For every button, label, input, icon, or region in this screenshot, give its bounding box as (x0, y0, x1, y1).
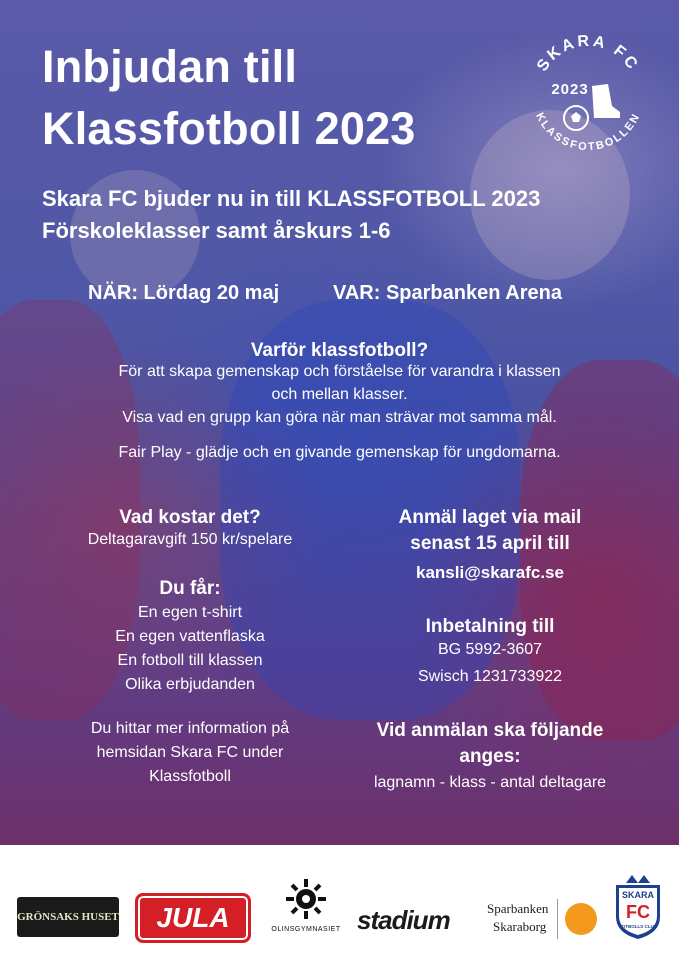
info-line3: Klassfotboll (149, 768, 231, 785)
why-line4: Fair Play - glädje och en givande gemenskap för ungdomarna. (118, 444, 561, 461)
cost-text: Deltagaravgift 150 kr/spelare (87, 531, 293, 548)
jula-text: JULA (156, 902, 230, 933)
subtitle-line1: Skara FC bjuder nu in till KLASSFOTBOLL 2023 (42, 186, 541, 211)
subtitle-line2: Förskoleklasser samt årskurs 1-6 (42, 218, 391, 243)
sparbanken-logo (487, 899, 599, 939)
sparbanken-text-2: Skaraborg (493, 919, 547, 934)
details-line2: anges: (459, 746, 521, 767)
olinsgymnasiet-text: OLINSGYMNASIET (271, 926, 341, 933)
why-heading: Varför klassfotboll? (250, 340, 429, 361)
info-line1: Du hittar mer information på (90, 720, 290, 737)
sparbanken-emblem-icon (565, 903, 597, 935)
skarafc-shield-icon (612, 871, 664, 941)
register-line2: senast 15 april till (410, 533, 570, 554)
olinsgymnasiet-logo (270, 877, 342, 939)
football-icon (564, 106, 588, 130)
payment-swish: Swisch 1231733922 (417, 668, 563, 685)
poster-title-line1: Inbjudan till (42, 41, 298, 92)
payment-bg: BG 5992-3607 (437, 641, 543, 658)
gets-item: En egen vattenflaska (115, 628, 265, 645)
details-text: lagnamn - klass - antal deltagare (373, 774, 607, 791)
stadium-logo: stadium (357, 905, 450, 935)
badge-year: 2023 (551, 81, 589, 98)
sun-icon (284, 877, 328, 921)
skarafc-logo (612, 871, 664, 941)
boot-icon (592, 84, 620, 118)
register-line1: Anmäl laget via mail (398, 507, 582, 528)
klassfotbollen-badge (522, 28, 654, 160)
gets-item: En egen t-shirt (137, 604, 243, 621)
svg-text:SKARA FC (534, 33, 642, 75)
sparbanken-text-1: Sparbanken (487, 901, 549, 916)
gets-heading: Du får: (159, 578, 221, 599)
divider (557, 899, 558, 939)
why-line2: och mellan klasser. (271, 386, 408, 403)
cost-heading: Vad kostar det? (119, 507, 261, 528)
payment-heading: Inbetalning till (425, 616, 555, 637)
why-line1: För att skapa gemenskap och förståelse för varandra i klassen (118, 363, 561, 380)
register-email[interactable]: kansli@skarafc.se (416, 563, 564, 582)
skarafc-fc-text: FC (626, 902, 650, 922)
jula-logo (135, 893, 251, 943)
skarafc-bottom-text: FOTBOLLS CLUB (619, 924, 657, 929)
badge-club-text: SKARA FC (533, 32, 643, 75)
gets-item: En fotboll till klassen (117, 652, 263, 669)
gronsakshuset-text: GRÖNSAKS HUSET (17, 911, 119, 923)
gets-item: Olika erbjudanden (125, 676, 255, 693)
details-line1: Vid anmälan ska följande (376, 720, 604, 741)
skarafc-top-text: SKARA (621, 890, 655, 900)
why-line3: Visa vad en grupp kan göra när man strävar mot samma mål. (122, 409, 557, 426)
poster-title-line2: Klassfotboll 2023 (42, 103, 416, 154)
info-line2: hemsidan Skara FC under (96, 744, 284, 761)
sponsor-bar (0, 845, 679, 960)
when-text: NÄR: Lördag 20 maj (88, 282, 280, 304)
gronsakshuset-logo (17, 897, 119, 937)
badge-event-text: KLASSFOTBOLLEN (533, 110, 643, 154)
where-text: VAR: Sparbanken Arena (333, 282, 562, 304)
